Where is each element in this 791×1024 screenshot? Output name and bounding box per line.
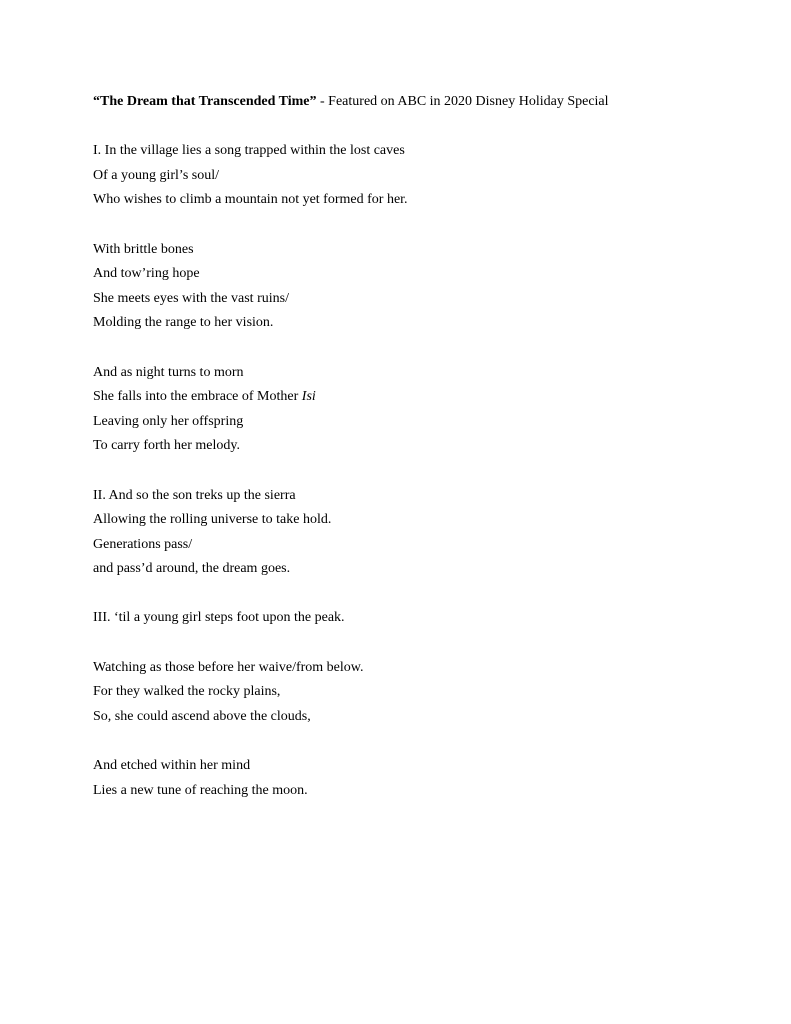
- poem-line-text: She falls into the embrace of Mother: [93, 389, 302, 405]
- poem-line: And tow’ring hope: [93, 266, 200, 282]
- poem-line: So, she could ascend above the clouds,: [93, 708, 311, 724]
- title-note: Featured on ABC in 2020 Disney Holiday Special: [328, 94, 609, 109]
- poem-line: And as night turns to morn: [93, 364, 244, 380]
- poem-line: Watching as those before her waive/from below.: [93, 659, 364, 675]
- stanza-1: [93, 139, 753, 213]
- poem-line: Leaving only her offspring: [93, 413, 244, 429]
- poem-line: Molding the range to her vision.: [93, 315, 274, 331]
- poem-line: She meets eyes with the vast ruins/: [93, 290, 289, 306]
- poem-body: [93, 90, 753, 828]
- title-separator: -: [316, 94, 329, 109]
- poem-line-with-italic: [93, 385, 753, 410]
- poem-line: Lies a new tune of reaching the moon.: [93, 782, 308, 798]
- stanza-2: [93, 238, 753, 336]
- italic-word: Isi: [301, 389, 316, 405]
- poem-title: “The Dream that Transcended Time”: [93, 94, 317, 109]
- poem-line: With brittle bones: [93, 241, 194, 257]
- stanza-4: [93, 484, 753, 582]
- poem-line: Of a young girl’s soul/: [93, 167, 219, 183]
- poem-line: III. ‘til a young girl steps foot upon the peak.: [93, 610, 345, 626]
- poem-line: Allowing the rolling universe to take hold.: [93, 512, 332, 528]
- poem-line: Who wishes to climb a mountain not yet formed for her.: [93, 192, 408, 208]
- poem-title-line: [93, 90, 753, 115]
- poem-line: II. And so the son treks up the sierra: [93, 487, 296, 503]
- poem-line: I. In the village lies a song trapped within the lost caves: [93, 143, 405, 159]
- stanza-7: [93, 754, 753, 803]
- poem-line: For they walked the rocky plains,: [93, 684, 281, 700]
- stanza-3: [93, 361, 753, 459]
- poem-line: And etched within her mind: [93, 758, 251, 774]
- poem-line: To carry forth her melody.: [93, 438, 240, 454]
- stanza-6: [93, 656, 753, 730]
- poem-line: and pass’d around, the dream goes.: [93, 561, 291, 577]
- poem-line: Generations pass/: [93, 536, 193, 552]
- stanza-5: [93, 606, 753, 631]
